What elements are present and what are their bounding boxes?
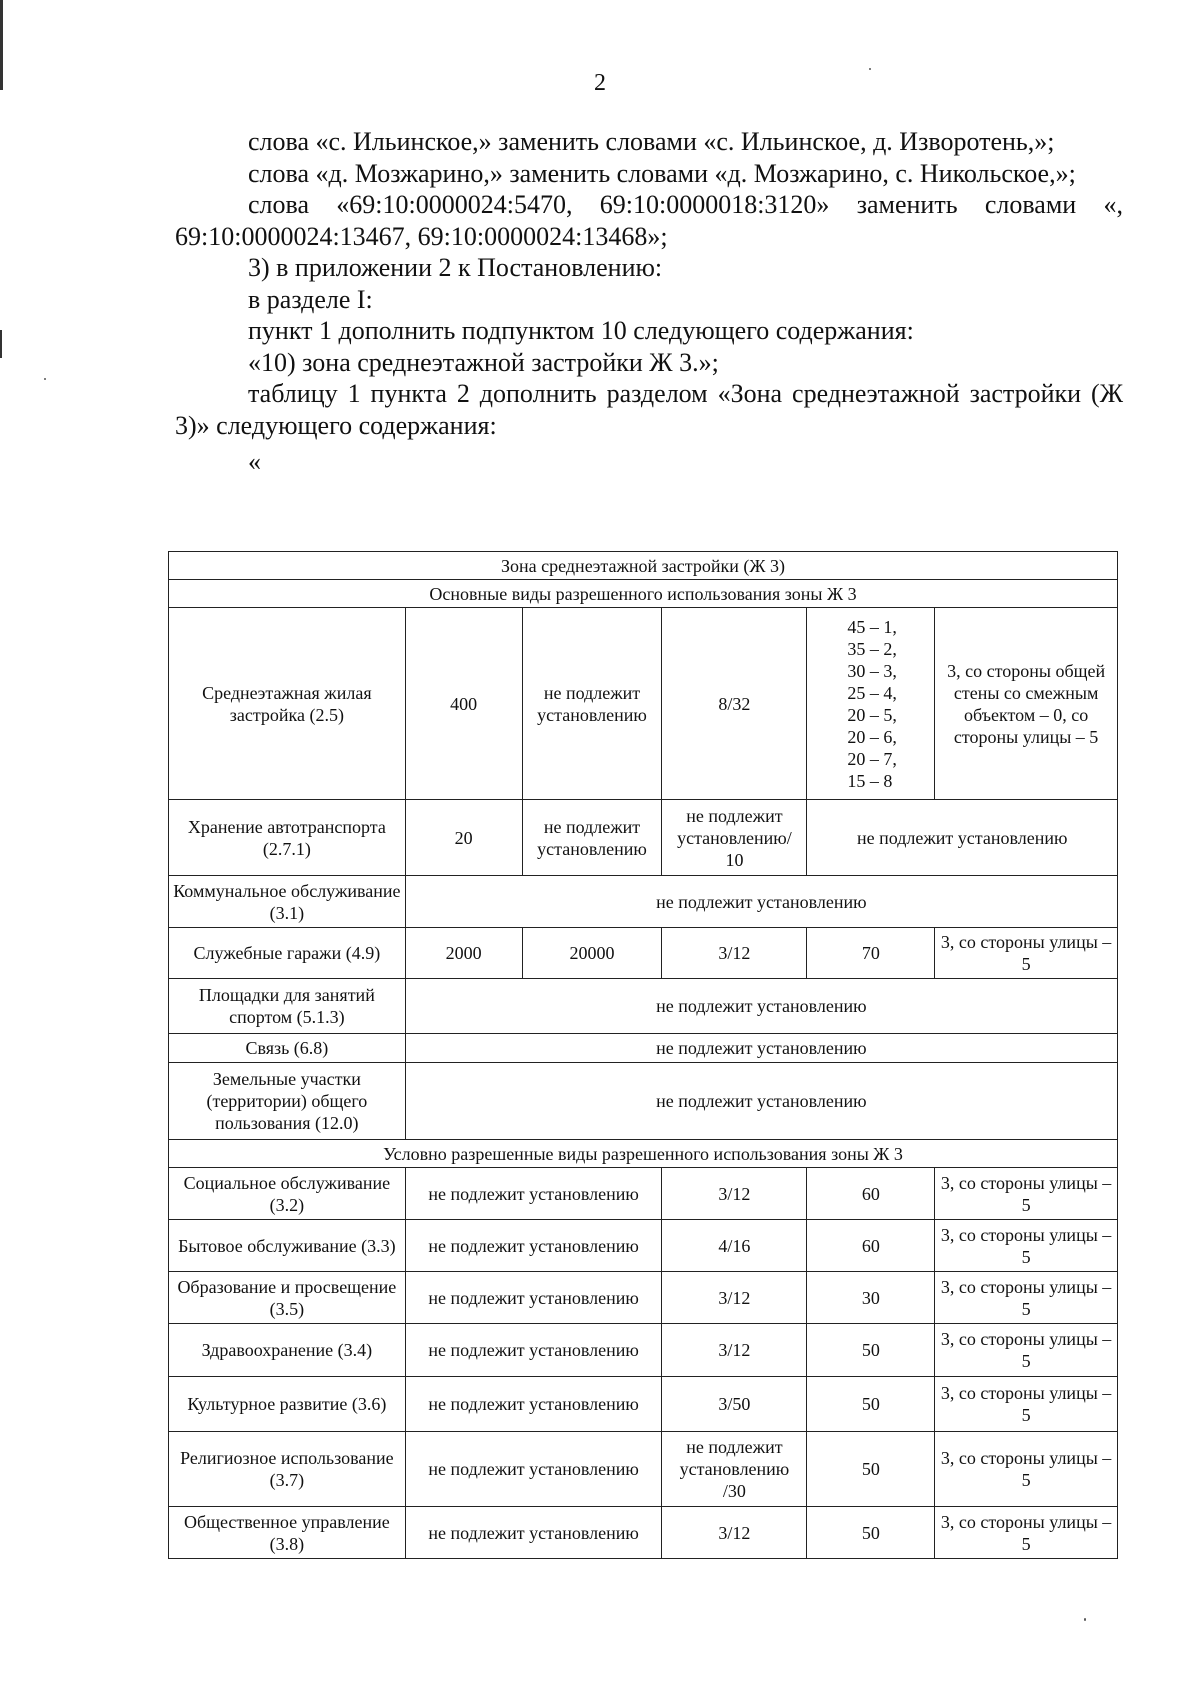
table-row [169, 979, 1118, 1034]
max-area-cell: не подлежит установлению [522, 800, 662, 876]
setback-cell: 3, со стороны улицы – 5 [935, 1272, 1118, 1324]
use-name-cell: Связь (6.8) [169, 1034, 406, 1063]
use-name-cell: Здравоохранение (3.4) [169, 1324, 406, 1377]
table-title-row [169, 552, 1118, 580]
scan-speck [44, 378, 46, 380]
coverage-list-cell [807, 608, 935, 800]
table-row [169, 608, 1118, 800]
table-row [169, 800, 1118, 876]
paragraph: слова «д. Мозжарино,» заменить словами «д. Мозжарино, с. Никольское,»; [248, 158, 1076, 188]
table-row [169, 1377, 1118, 1432]
area-cell: не подлежит установлению [405, 1168, 662, 1220]
min-area-cell: 400 [405, 608, 522, 800]
coverage-line: 20 – 6, [847, 726, 897, 747]
floors-cell: 3/12 [662, 1272, 807, 1324]
paragraph: 3) в приложении 2 к Постановлению: [248, 253, 663, 282]
use-name-cell: Хранение автотранспорта (2.7.1) [169, 800, 406, 876]
setback-cell: 3, со стороны улицы – 5 [935, 928, 1118, 979]
area-cell: не подлежит установлению [405, 1432, 662, 1507]
area-cell: не подлежит установлению [405, 1220, 662, 1272]
coverage-line: 20 – 7, [847, 748, 897, 769]
table-row [169, 1432, 1118, 1507]
floors-cell: 3/50 [662, 1377, 807, 1432]
setback-cell: 3, со стороны общей стены со смежным объектом – 0, со стороны улицы – 5 [935, 608, 1118, 800]
use-name-cell: Среднеэтажная жилая застройка (2.5) [169, 608, 406, 800]
coverage-line: 20 – 5, [847, 704, 897, 725]
merged-value-cell: не подлежит установлению [405, 876, 1117, 928]
area-cell: не подлежит установлению [405, 1507, 662, 1559]
paragraph: «10) зона среднеэтажной застройки Ж 3.»; [248, 347, 719, 377]
floors-cell: 3/12 [662, 928, 807, 979]
paragraph: слова «с. Ильинское,» заменить словами «с. Ильинское, д. Изворотень,»; [248, 127, 1055, 156]
coverage-line: 25 – 4, [847, 682, 897, 703]
table-row [169, 1507, 1118, 1559]
paragraph: таблицу 1 пункта 2 дополнить разделом «Зона среднеэтажной застройки (Ж 3)» следующего содержания: [175, 379, 1123, 440]
coverage-line: 45 – 1, [847, 616, 897, 637]
use-name-cell: Коммунальное обслуживание (3.1) [169, 876, 406, 928]
coverage-cell: 50 [807, 1324, 935, 1377]
use-name-cell: Социальное обслуживание (3.2) [169, 1168, 406, 1220]
zone-table [168, 551, 1118, 1559]
table-row [169, 1063, 1118, 1140]
min-area-cell: 20 [405, 800, 522, 876]
coverage-line: 35 – 2, [847, 638, 897, 659]
coverage-cell: 70 [807, 928, 935, 979]
section-header-row [169, 1140, 1118, 1168]
floors-cell: 3/12 [662, 1507, 807, 1559]
page-number: 2 [594, 70, 606, 96]
setback-cell: 3, со стороны улицы – 5 [935, 1377, 1118, 1432]
amendment-text [175, 126, 1123, 478]
coverage-cell: 50 [807, 1507, 935, 1559]
coverage-cell: 60 [807, 1220, 935, 1272]
table-row [169, 1168, 1118, 1220]
table-row [169, 1272, 1118, 1324]
paragraph: в разделе I: [248, 284, 373, 314]
max-area-cell: не подлежит установлению [522, 608, 662, 800]
table-row [169, 1220, 1118, 1272]
table-row [169, 876, 1118, 928]
coverage-cell: 50 [807, 1377, 935, 1432]
section-header-conditional: Условно разрешенные виды разрешенного использования зоны Ж 3 [169, 1140, 1118, 1168]
scan-edge-line [0, 330, 2, 358]
floors-cell: не подлежит установлению /30 [662, 1432, 807, 1507]
coverage-line: 30 – 3, [847, 660, 897, 681]
use-name-cell: Бытовое обслуживание (3.3) [169, 1220, 406, 1272]
setback-cell: 3, со стороны улицы – 5 [935, 1432, 1118, 1507]
use-name-cell: Общественное управление (3.8) [169, 1507, 406, 1559]
paragraph: слова «69:10:0000024:5470, 69:10:0000018:3120» заменить словами «, 69:10:0000024:13467, 69:10:0000024:13468»; [175, 190, 1123, 251]
section-header-main: Основные виды разрешенного использования зоны Ж 3 [169, 580, 1118, 608]
floors-cell: не подлежит установлению/ 10 [662, 800, 807, 876]
floors-cell: 8/32 [662, 608, 807, 800]
setback-cell: 3, со стороны улицы – 5 [935, 1507, 1118, 1559]
use-name-cell: Площадки для занятий спортом (5.1.3) [169, 979, 406, 1034]
coverage-cell: 50 [807, 1432, 935, 1507]
floors-cell: 4/16 [662, 1220, 807, 1272]
paragraph: пункт 1 дополнить подпунктом 10 следующего содержания: [248, 316, 914, 345]
max-area-cell: 20000 [522, 928, 662, 979]
scan-speck [1084, 1618, 1086, 1621]
floors-cell: 3/12 [662, 1324, 807, 1377]
area-cell: не подлежит установлению [405, 1377, 662, 1432]
area-cell: не подлежит установлению [405, 1272, 662, 1324]
table-title: Зона среднеэтажной застройки (Ж 3) [169, 552, 1118, 580]
setback-cell: 3, со стороны улицы – 5 [935, 1168, 1118, 1220]
area-cell: не подлежит установлению [405, 1324, 662, 1377]
coverage-cell: 60 [807, 1168, 935, 1220]
merged-value-cell: не подлежит установлению [405, 1034, 1117, 1063]
merged-value-cell: не подлежит установлению [405, 1063, 1117, 1140]
coverage-cell: 30 [807, 1272, 935, 1324]
section-header-row [169, 580, 1118, 608]
use-name-cell: Земельные участки (территории) общего пользования (12.0) [169, 1063, 406, 1140]
use-name-cell: Культурное развитие (3.6) [169, 1377, 406, 1432]
use-name-cell: Образование и просвещение (3.5) [169, 1272, 406, 1324]
use-name-cell: Религиозное использование (3.7) [169, 1432, 406, 1507]
table-row [169, 928, 1118, 979]
table-row [169, 1034, 1118, 1063]
setback-cell: 3, со стороны улицы – 5 [935, 1324, 1118, 1377]
min-area-cell: 2000 [405, 928, 522, 979]
table-row [169, 1324, 1118, 1377]
opening-quote: « [248, 447, 261, 476]
coverage-line: 15 – 8 [847, 770, 893, 791]
merged-value-cell: не подлежит установлению [807, 800, 1118, 876]
use-name-cell: Служебные гаражи (4.9) [169, 928, 406, 979]
floors-cell: 3/12 [662, 1168, 807, 1220]
merged-value-cell: не подлежит установлению [405, 979, 1117, 1034]
setback-cell: 3, со стороны улицы – 5 [935, 1220, 1118, 1272]
